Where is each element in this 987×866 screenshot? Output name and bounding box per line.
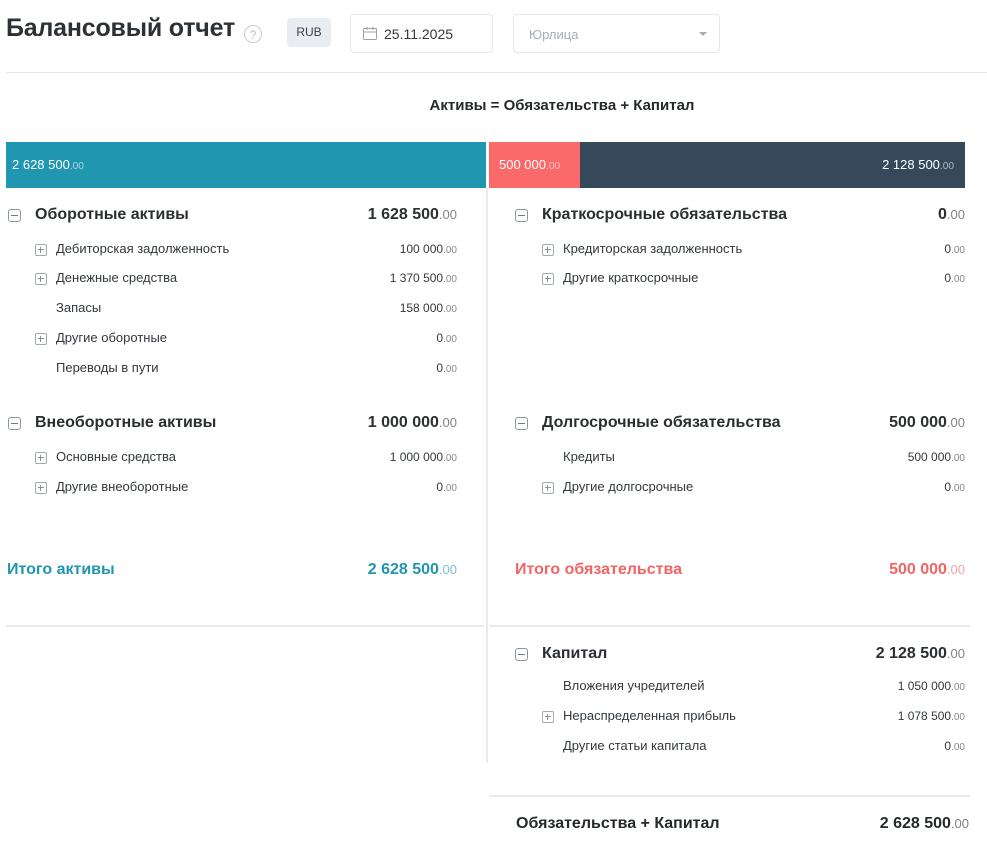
collapse-icon[interactable] (515, 209, 528, 222)
list-item[interactable] (513, 708, 965, 728)
expand-icon[interactable] (35, 273, 47, 285)
total-liabilities-label: Итого обязательства (515, 561, 682, 578)
grand-total-amount: 2 628 500.00 (879, 815, 969, 832)
assets-bottom-divider (6, 625, 484, 627)
grand-total-label: Обязательства + Капитал (516, 815, 720, 832)
total-liabilities (515, 561, 965, 585)
item-label: Денежные средства (56, 270, 178, 285)
item-label: Вложения учредителей (563, 678, 705, 693)
item-amount: 0.00 (944, 739, 965, 753)
expand-icon[interactable] (35, 452, 47, 464)
list-item[interactable] (513, 270, 965, 290)
section-long-term-liabilities[interactable] (515, 414, 965, 438)
section-title: Внеоборотные активы (35, 414, 217, 431)
equity-bar (580, 142, 965, 188)
item-amount: 0.00 (436, 480, 457, 494)
item-amount: 1 078 500.00 (897, 709, 965, 723)
liabilities-bottom-divider (489, 625, 970, 627)
total-assets-label: Итого активы (7, 561, 115, 578)
section-short-term-liabilities[interactable] (515, 206, 965, 230)
section-title: Долгосрочные обязательства (542, 414, 781, 431)
expand-icon[interactable] (35, 482, 47, 494)
list-item[interactable] (513, 738, 965, 758)
item-amount: 0.00 (436, 361, 457, 375)
expand-icon[interactable] (542, 273, 554, 285)
question-circle-icon[interactable]: ? (244, 25, 262, 43)
section-amount: 0.00 (938, 206, 965, 223)
chevron-down-icon (699, 32, 707, 36)
item-amount: 0.00 (436, 331, 457, 345)
section-equity[interactable] (515, 645, 965, 669)
item-label: Другие статьи капитала (563, 738, 707, 753)
page-title: Балансовый отчет (6, 14, 235, 42)
list-item[interactable] (513, 479, 965, 499)
section-title: Капитал (542, 645, 608, 662)
item-label: Основные средства (56, 449, 176, 464)
assets-bar-value: 2 628 500 (12, 157, 70, 172)
liabilities-bar-decimals: .00 (546, 161, 561, 172)
date-value: 25.11.2025 (384, 26, 454, 42)
item-label: Другие оборотные (56, 330, 168, 345)
list-item[interactable] (6, 241, 457, 261)
calendar-icon (363, 27, 377, 40)
collapse-icon[interactable] (8, 417, 21, 430)
currency-badge[interactable]: RUB (287, 18, 331, 47)
section-noncurrent-assets[interactable] (8, 414, 457, 438)
column-divider (486, 188, 488, 763)
collapse-icon[interactable] (515, 648, 528, 661)
list-item[interactable] (6, 479, 457, 499)
expand-icon[interactable] (35, 244, 47, 256)
collapse-icon[interactable] (515, 417, 528, 430)
section-current-assets[interactable] (8, 206, 457, 230)
list-item[interactable] (6, 360, 457, 380)
assets-bar-decimals: .00 (69, 161, 84, 172)
balance-equation: Активы = Обязательства + Капитал (429, 97, 695, 114)
item-amount: 158 000.00 (399, 301, 457, 315)
list-item[interactable] (6, 449, 457, 469)
total-assets-amount: 2 628 500.00 (367, 561, 457, 578)
liabilities-bar (489, 142, 580, 188)
list-item[interactable] (513, 678, 965, 698)
header-divider (6, 72, 987, 73)
item-label: Запасы (56, 300, 102, 315)
assets-bar (6, 142, 486, 188)
expand-icon[interactable] (542, 711, 554, 723)
list-item[interactable] (6, 300, 457, 320)
liabilities-bar-value: 500 000 (499, 157, 546, 172)
grand-total (516, 815, 969, 839)
item-label: Другие внеоборотные (56, 479, 189, 494)
item-amount: 0.00 (944, 480, 965, 494)
item-label: Кредиты (563, 449, 615, 464)
section-title: Оборотные активы (35, 206, 189, 223)
item-amount: 100 000.00 (399, 242, 457, 256)
equity-bar-decimals: .00 (939, 161, 954, 172)
item-amount: 1 000 000.00 (389, 450, 457, 464)
section-amount: 1 628 500.00 (367, 206, 457, 223)
section-title: Краткосрочные обязательства (542, 206, 788, 223)
total-liabilities-amount: 500 000.00 (889, 561, 965, 578)
section-amount: 2 128 500.00 (875, 645, 965, 662)
item-label: Нераспределенная прибыль (563, 708, 736, 723)
list-item[interactable] (513, 449, 965, 469)
item-amount: 1 050 000.00 (897, 679, 965, 693)
list-item[interactable] (513, 241, 965, 261)
list-item[interactable] (6, 270, 457, 290)
item-label: Кредиторская задолженность (563, 241, 743, 256)
section-amount: 1 000 000.00 (367, 414, 457, 431)
item-amount: 1 370 500.00 (389, 271, 457, 285)
expand-icon[interactable] (35, 333, 47, 345)
item-label: Дебиторская задолженность (56, 241, 230, 256)
expand-icon[interactable] (542, 482, 554, 494)
expand-icon[interactable] (542, 244, 554, 256)
section-amount: 500 000.00 (889, 414, 965, 431)
collapse-icon[interactable] (8, 209, 21, 222)
entity-select[interactable] (513, 14, 720, 53)
item-amount: 500 000.00 (907, 450, 965, 464)
item-label: Переводы в пути (56, 360, 159, 375)
item-amount: 0.00 (944, 242, 965, 256)
list-item[interactable] (6, 330, 457, 350)
total-assets (7, 561, 457, 585)
entity-select-placeholder: Юрлица (529, 27, 579, 42)
equity-bottom-divider (489, 795, 970, 797)
item-amount: 0.00 (944, 271, 965, 285)
equity-bar-value: 2 128 500 (882, 157, 940, 172)
item-label: Другие краткосрочные (563, 270, 699, 285)
item-label: Другие долгосрочные (563, 479, 694, 494)
date-picker[interactable] (350, 14, 493, 53)
